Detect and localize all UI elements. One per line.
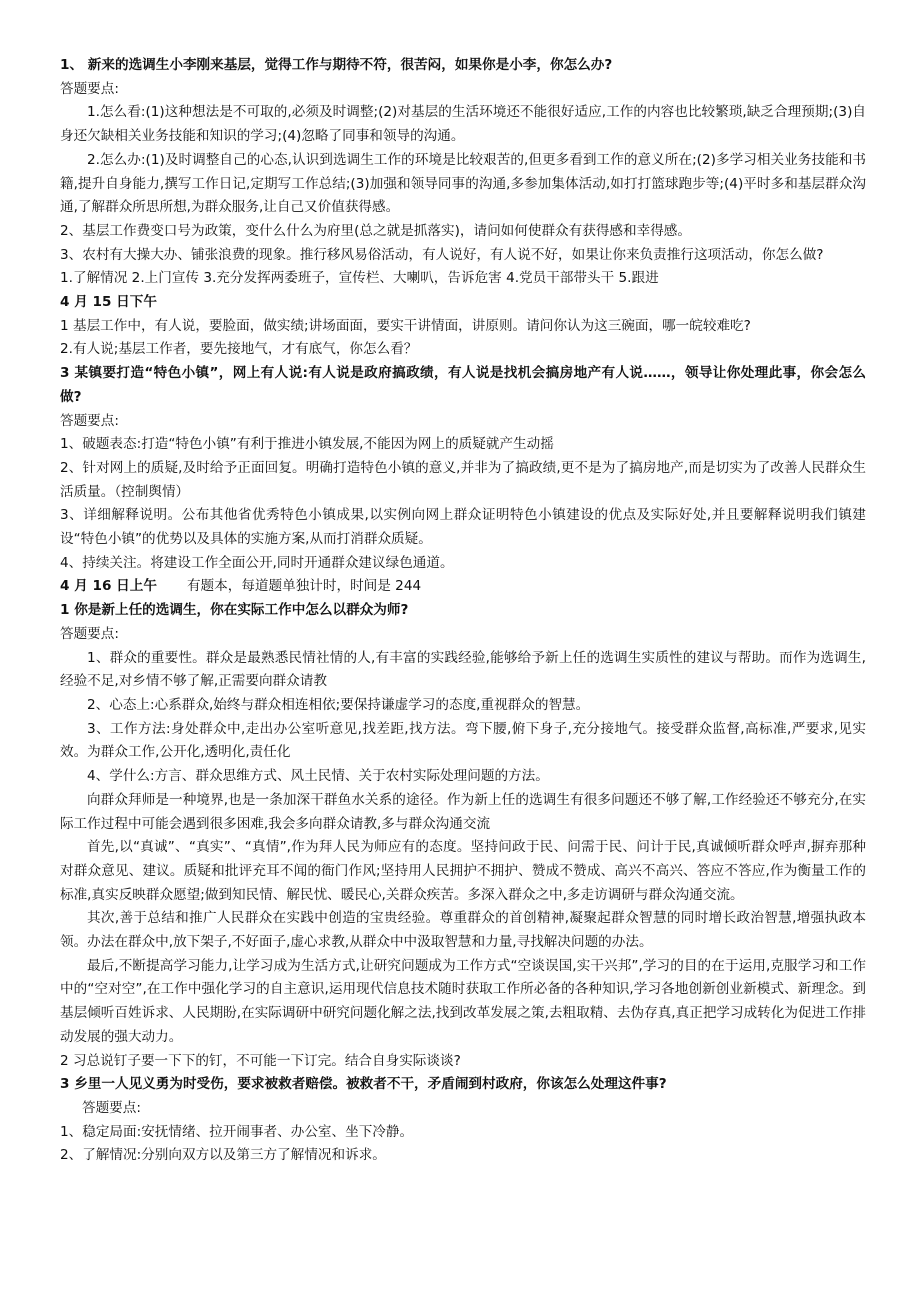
text-line: [60, 267, 866, 291]
text-line: [60, 149, 866, 220]
line-text: 2、基层工作费变口号为政策，变什么什么为府里(总之就是抓落实)，请问如何使群众有获得感和幸得感。: [60, 222, 691, 239]
text-line: [60, 315, 866, 339]
text-line: [60, 718, 866, 765]
text-line: [60, 410, 866, 434]
line-text: 3、详细解释说明。公布其他省优秀特色小镇成果,以实例向网上群众证明特色小镇建设的优点及实际好处,并且要解释说明我们镇建设“特色小镇”的优势以及具体的实施方案,从而打消群众质疑。: [60, 507, 866, 548]
text-line: [60, 101, 866, 148]
line-text: 最后,不断提高学习能力,让学习成为生活方式,让研究问题成为工作方式“空谈误国,实干兴邦”,学习的目的在于运用,克服学习和工作中的“空对空”,在工作中强化学习的自主意识,运用现代信息技术随时获取工作所必备的各种知识,学习各地创新创业新模式、新理念。到基层倾听百姓诉求、人民期盼,在实际调研中研究问题化解之法,找到改革发展之策,去粗取精、去伪存真,真正把学习成转化为促进工作排动发展的强大动力。: [60, 957, 866, 1045]
heading-line: [60, 54, 866, 78]
line-text: 1 你是新上任的选调生，你在实际工作中怎么以群众为师?: [60, 602, 409, 619]
heading-line: [60, 1073, 866, 1097]
line-text: 1、破题表态:打造“特色小镇”有利于推进小镇发展,不能因为网上的质疑就产生动摇: [60, 436, 554, 453]
text-line: [60, 1121, 866, 1145]
text-line: [60, 504, 866, 551]
line-text: 1、稳定局面:安抚情绪、拉开闹事者、办公室、坐下冷静。: [60, 1123, 414, 1140]
text-line: [60, 244, 866, 268]
line-text: 3、农村有大操大办、铺张浪费的现象。推行移风易俗活动，有人说好，有人说不好，如果让你来负责推行这项活动，你怎么做?: [60, 246, 824, 263]
heading-line: [60, 575, 866, 599]
text-line: [60, 552, 866, 576]
text-line: [60, 836, 866, 907]
line-note: 有题本，每道题单独计时，时间是 244: [186, 578, 422, 595]
line-text: 4、学什么:方言、群众思维方式、风土民情、关于农村实际处理问题的方法。: [87, 768, 549, 785]
text-line: [60, 1144, 866, 1168]
line-text: 2、了解情况:分别向双方以及第三方了解情况和诉求。: [60, 1147, 386, 1164]
line-text: 2 习总说钉子要一下下的钉，不可能一下订完。结合自身实际谈谈?: [60, 1052, 461, 1069]
text-line: [60, 78, 866, 102]
line-text: 4 月 16 日上午: [60, 578, 157, 595]
line-text: 1 基层工作中，有人说，要脸面，做实绩;讲场面面，要实干讲情面，讲原则。请问你认为这三碗面，哪一皖较难吃?: [60, 317, 751, 334]
line-text: 答题要点:: [60, 80, 119, 97]
text-line: [60, 1050, 866, 1074]
line-text: 2、针对网上的质疑,及时给予正面回复。明确打造特色小镇的意义,并非为了搞政绩,更不是为了搞房地产,而是切实为了改善人民群众生活质量。（控制舆情）: [60, 459, 866, 500]
line-text: 2、心态上:心系群众,始终与群众相连相依;要保持谦虚学习的态度,重视群众的智慧。: [87, 696, 590, 713]
text-line: [60, 647, 866, 694]
text-line: [60, 907, 866, 954]
line-text: 2.怎么办:(1)及时调整自己的心态,认识到选调生工作的环境是比较艰苦的,但更多看到工作的意义所在;(2)多学习相关业务技能和书籍,提升自身能力,撰写工作日记,定期写工作总结;(3)加强和领导同事的沟通,多参加集体活动,如打打篮球跑步等;(4)平时多和基层群众沟通,了解群众所思所想,为群众服务,让自己又价值获得感。: [60, 151, 866, 216]
line-text: 答题要点:: [82, 1099, 141, 1116]
text-line: [60, 694, 866, 718]
line-text: 其次,善于总结和推广人民群众在实践中创造的宝贵经验。尊重群众的首创精神,凝聚起群众智慧的同时增长政治智慧,增强执政本领。办法在群众中,放下架子,不好面子,虚心求教,从群众中中汲取智慧和力量,寻找解决问题的办法。: [60, 910, 866, 951]
line-text: 4、持续关注。将建设工作全面公开,同时开通群众建议绿色通道。: [60, 554, 454, 571]
line-text: 首先,以“真诚”、“真实”、“真情”,作为拜人民为师应有的态度。坚持问政于民、问需于民、问计于民,真诚倾听群众呼声,摒弃那种对群众意见、建议。质疑和批评充耳不闻的衙门作风;坚持用人民拥护不拥护、赞成不赞成、高兴不高兴、答应不答应,作为衡量工作的标准,真实反映群众愿望;做到知民情、解民忧、暖民心,关群众疾苦。多深入群众之中,多走访调研与群众沟通交流。: [60, 839, 866, 903]
text-line: [60, 1097, 866, 1121]
text-line: [60, 457, 866, 504]
text-line: [60, 220, 866, 244]
line-text: 1.怎么看:(1)这种想法是不可取的,必须及时调整;(2)对基层的生活环境还不能很好适应,工作的内容也比较繁琐,缺乏合理预期;(3)自身还欠缺相关业务技能和知识的学习;(4)忽略了同事和领导的沟通。: [60, 104, 866, 145]
text-line: [60, 433, 866, 457]
line-text: 3 某镇要打造“特色小镇”，网上有人说:有人说是政府搞政绩，有人说是找机会搞房地产有人说……，领导让你处理此事，你会怎么做?: [60, 365, 866, 405]
text-line: [60, 955, 866, 1050]
line-text: 1、群众的重要性。群众是最熟悉民情社情的人,有丰富的实践经验,能够给予新上任的选调生实质性的建议与帮助。而作为选调生,经验不足,对乡情不够了解,正需要向群众请教: [60, 649, 866, 690]
line-text: 4 月 15 日下午: [60, 294, 157, 311]
line-text: 3、工作方法:身处群众中,走出办公室听意见,找差距,找方法。弯下腰,俯下身子,充分接地气。接受群众监督,高标准,严要求,见实效。为群众工作,公开化,透明化,责任化: [60, 720, 866, 761]
line-text: 答题要点:: [60, 412, 119, 429]
document-page: [60, 54, 866, 1168]
heading-line: [60, 291, 866, 315]
heading-line: [60, 599, 866, 623]
text-line: [60, 338, 866, 362]
heading-line: [60, 362, 866, 409]
line-text: 向群众拜师是一种境界,也是一条加深干群鱼水关系的途径。作为新上任的选调生有很多问题还不够了解,工作经验还不够充分,在实际工作过程中可能会遇到很多困难,我会多向群众请教,多与群众沟通交流: [60, 791, 866, 832]
text-line: [60, 765, 866, 789]
text-line: [60, 623, 866, 647]
text-line: [60, 789, 866, 836]
line-text: 1、 新来的选调生小李刚来基层，觉得工作与期待不符，很苦闷，如果你是小李，你怎么办?: [60, 57, 613, 73]
line-text: 1.了解情况 2.上门宣传 3.充分发挥两委班子，宣传栏、大喇叭，告诉危害 4.党员干部带头干 5.跟进: [60, 270, 659, 287]
line-text: 3 乡里一人见义勇为时受伤，要求被救者赔偿。被救者不干，矛盾闹到村政府，你该怎么处理这件事?: [60, 1076, 667, 1093]
line-text: 2.有人说;基层工作者，要先接地气，才有底气，你怎么看？: [60, 341, 418, 358]
line-text: 答题要点:: [60, 625, 119, 642]
